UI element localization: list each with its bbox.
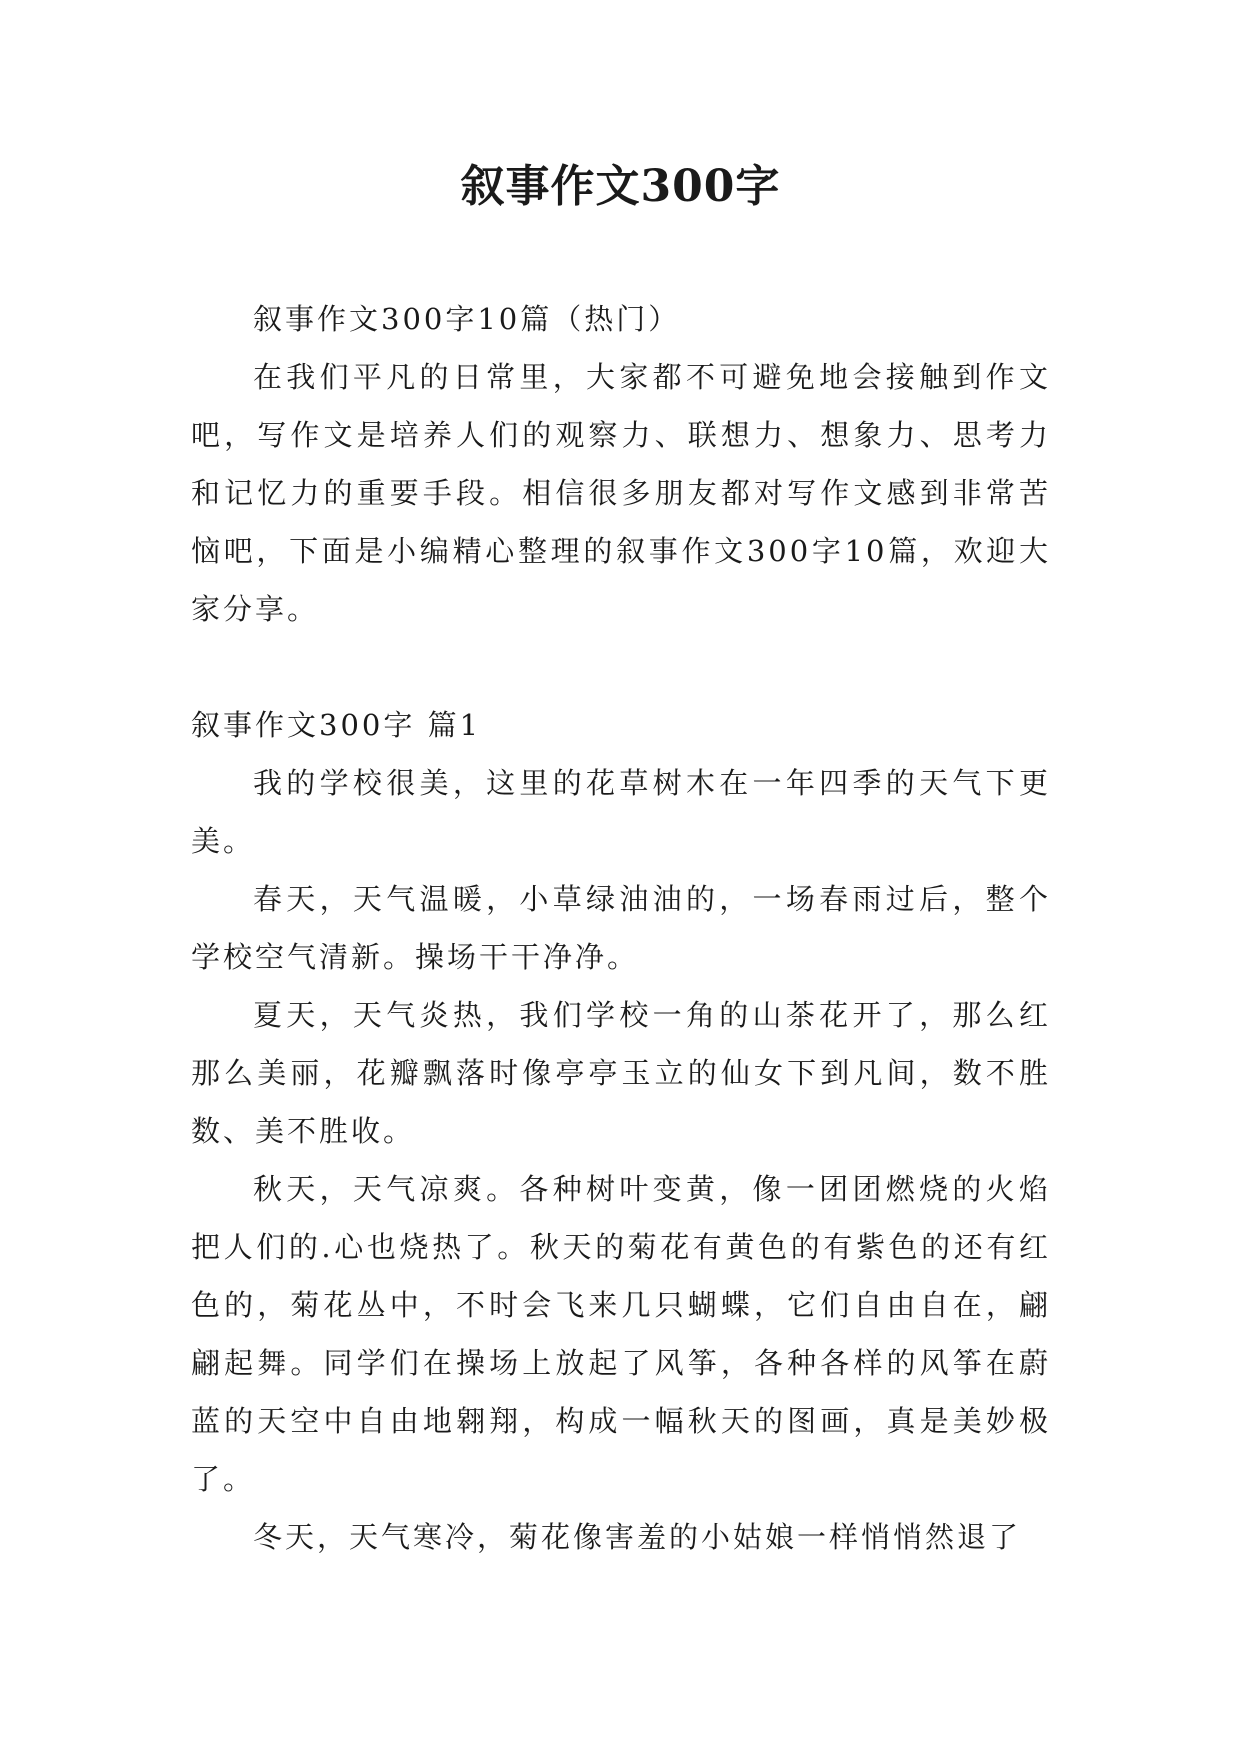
subtitle-line: 叙事作文300字10篇（热门）	[253, 302, 681, 336]
paragraph: 春天，天气温暖，小草绿油油的，一场春雨过后，整个学校空气清新。操场干干净净。	[191, 882, 1051, 974]
intro-paragraph: 在我们平凡的日常里，大家都不可避免地会接触到作文吧，写作文是培养人们的观察力、联想力、想象力、思考力和记忆力的重要手段。相信很多朋友都对写作文感到非常苦恼吧，下面是小编精心整理的叙事作文300字10篇，欢迎大家分享。	[191, 360, 1051, 626]
paragraph: 夏天，天气炎热，我们学校一角的山茶花开了，那么红那么美丽，花瓣飘落时像亭亭玉立的仙女下到凡间，数不胜数、美不胜收。	[191, 998, 1051, 1148]
document-body	[191, 290, 1051, 1566]
document-title: 叙事作文300字	[460, 161, 781, 212]
paragraph: 冬天，天气寒冷，菊花像害羞的小姑娘一样悄悄然退了	[253, 1520, 1022, 1554]
paragraph: 秋天，天气凉爽。各种树叶变黄，像一团团燃烧的火焰把人们的.心也烧热了。秋天的菊花有黄色的有紫色的还有红色的，菊花丛中，不时会飞来几只蝴蝶，它们自由自在，翩翩起舞。同学们在操场上放起了风筝，各种各样的风筝在蔚蓝的天空中自由地翱翔，构成一幅秋天的图画，真是美妙极了。	[191, 1172, 1051, 1496]
section-heading: 叙事作文300字 篇1	[191, 708, 482, 742]
paragraph: 我的学校很美，这里的花草树木在一年四季的天气下更美。	[191, 766, 1051, 858]
